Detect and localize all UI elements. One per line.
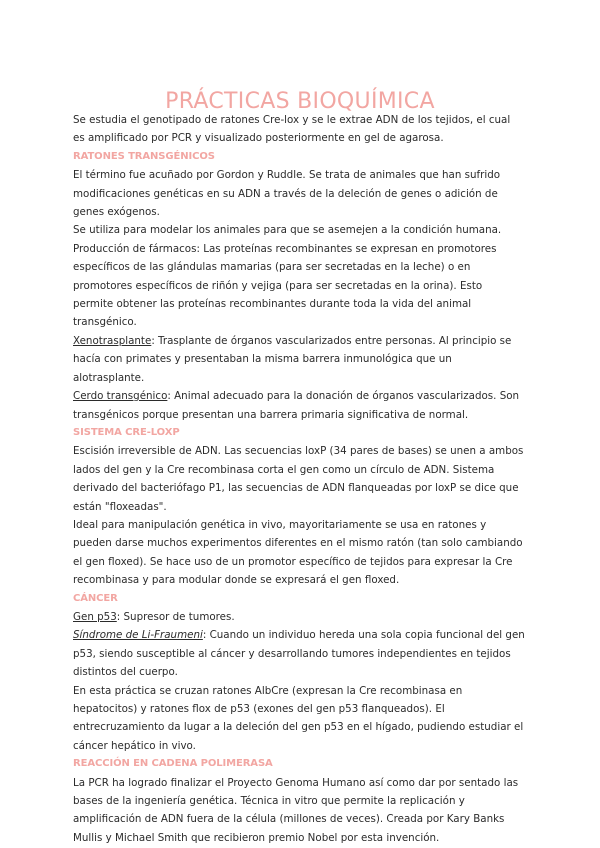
heading-cancer: CÁNCER	[73, 592, 118, 604]
xenotrasplante-paragraph	[73, 332, 525, 387]
intro-paragraph: Se estudia el genotipado de ratones Cre-lox y se le extrae ADN de los tejidos, el cual es amplificado por PCR y visualizado posteriormente en gel de agarosa.	[73, 114, 511, 145]
cerdo-transgenico-text: : Animal adecuado para la donación de órganos vascularizados. Son transgénicos porque presentan una barrera primaria significativa de normal.	[73, 390, 520, 421]
ratones-paragraph-1: El término fue acuñado por Gordon y Ruddle. Se trata de animales que han sufrido modificaciones genéticas en su ADN a través de la deleción de genes o adición de genes exógenos.	[73, 169, 501, 219]
document-body	[73, 111, 525, 847]
cre-paragraph-1: Escisión irreversible de ADN. Las secuencias loxP (34 pares de bases) se unen a ambos lados del gen y la Cre recombinasa corta el gen como un círculo de ADN. Sistema derivado del bacteriófago P1, las secuencias de ADN flanqueadas por loxP se dice que están "floxeadas".	[73, 445, 524, 513]
li-fraumeni-text: : Cuando un individuo hereda una sola copia funcional del gen p53, siendo susceptible al cáncer y desarrollando tumores independientes en tejidos distintos del cuerpo.	[73, 629, 525, 679]
ratones-paragraph-3: Producción de fármacos: Las proteínas recombinantes se expresan en promotores específicos de las glándulas mamarias (para ser secretadas en la leche) o en promotores específicos de riñón y vejiga (para ser secretadas en la orina). Esto permite obtener las proteínas recombinantes durante toda la vida del animal transgénico.	[73, 242, 497, 329]
heading-ratones-transgenicos: RATONES TRANSGÉNICOS	[73, 150, 215, 162]
xenotrasplante-text: : Trasplante de órganos vascularizados entre personas. Al principio se hacía con primates y presentaban la misma barrera inmunológica que un alotrasplante.	[73, 334, 512, 384]
li-fraumeni-term: Síndrome de Li-Fraumeni	[73, 629, 203, 642]
ratones-paragraph-2: Se utiliza para modelar los animales para que se asemejen a la condición humana.	[73, 224, 502, 237]
heading-pcr: REACCIÓN EN CADENA POLIMERASA	[73, 758, 273, 770]
gen-p53-paragraph	[73, 608, 525, 626]
pcr-paragraph-1: La PCR ha logrado finalizar el Proyecto Genoma Humano así como dar por sentado las bases de la ingeniería genética. Técnica in vitro que permite la replicación y amplificación de ADN fuera de la célula (millones de veces). Creada por Kary Banks Mullis y Michael Smith que recibieron premio Nobel por esta invención.	[73, 776, 519, 844]
xenotrasplante-term: Xenotrasplante	[73, 334, 152, 347]
gen-p53-text: : Supresor de tumores.	[116, 610, 235, 623]
cerdo-transgenico-term: Cerdo transgénico	[73, 390, 168, 403]
gen-p53-term: Gen p53	[73, 610, 117, 623]
page-title: PRÁCTICAS BIOQUÍMICA	[165, 88, 435, 114]
heading-sistema-cre-loxp: SISTEMA CRE-LOXP	[73, 426, 180, 438]
cre-paragraph-2: Ideal para manipulación genética in vivo, mayoritariamente se usa en ratones y pueden darse muchos experimentos diferentes en el mismo ratón (tan solo cambiando el gen floxed). Se hace uso de un promotor específico de tejidos para expresar la Cre recombinasa y para modular donde se expresará el gen floxed.	[73, 518, 523, 587]
cerdo-paragraph	[73, 387, 525, 424]
li-fraumeni-paragraph	[73, 626, 525, 681]
cancer-paragraph-3: En esta práctica se cruzan ratones AlbCre (expresan la Cre recombinasa en hepatocitos) y ratones flox de p53 (exones del gen p53 flanqueados). El entrecruzamiento da lugar a la deleción del gen p53 en el hígado, pudiendo estudiar el cáncer hepático in vivo.	[73, 684, 524, 752]
